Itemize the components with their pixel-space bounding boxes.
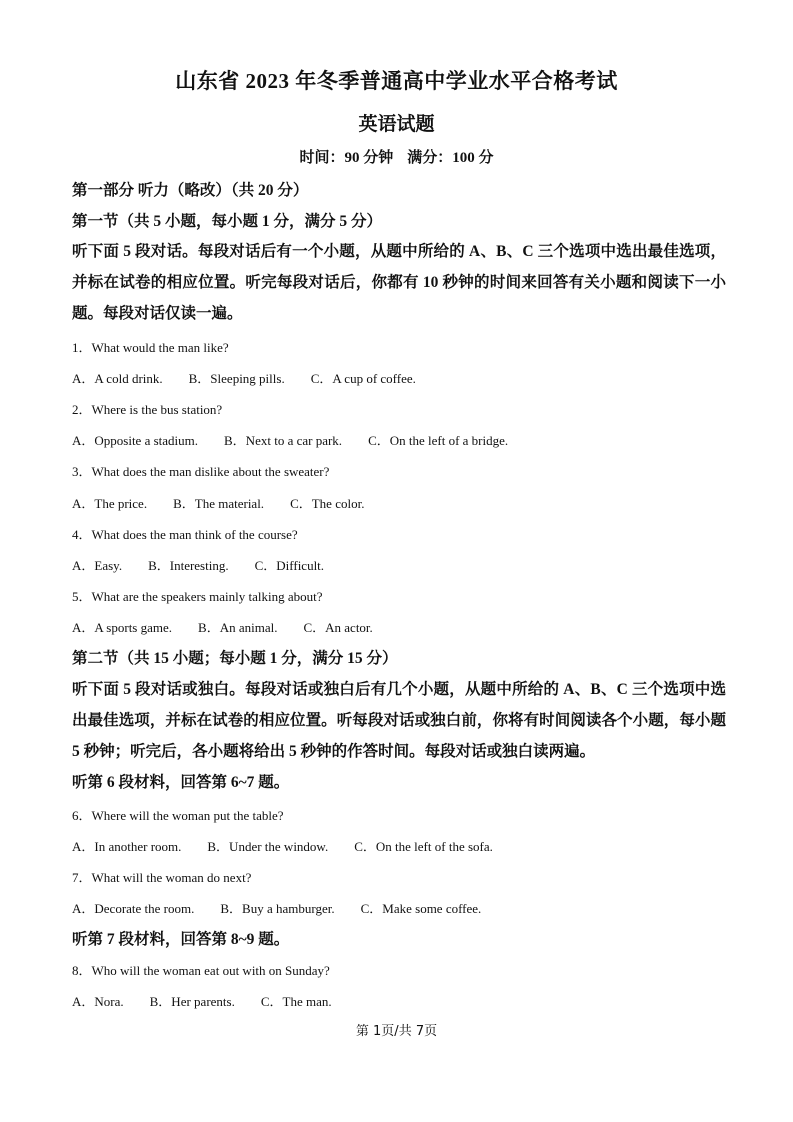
page-number: 第 1页/共 7页 <box>355 1024 438 1039</box>
question-text: What will the woman do next? <box>91 870 252 885</box>
option-c: C．A cup of coffee. <box>310 371 416 386</box>
material-7-heading: 听第 7 段材料，回答第 8~9 题。 <box>72 931 290 948</box>
question-5 <box>72 588 724 606</box>
question-text: Where is the bus station? <box>91 402 223 417</box>
option-c: C．Make some coffee. <box>360 901 482 916</box>
option-a: A．A sports game. <box>72 620 173 635</box>
question-4 <box>72 526 724 544</box>
question-text: Where will the woman put the table? <box>91 808 284 823</box>
option-b: B．The material. <box>173 496 265 511</box>
question-2 <box>72 401 724 419</box>
exam-meta <box>0 145 793 171</box>
question-text: What would the man like? <box>91 340 229 355</box>
options-1 <box>72 370 724 388</box>
question-3 <box>72 463 724 481</box>
option-a: A．Decorate the room. <box>72 901 195 916</box>
option-c: C．Difficult. <box>254 558 325 573</box>
option-a: A．The price. <box>72 496 148 511</box>
question-7 <box>72 869 724 887</box>
section1-instructions: 听下面 5 段对话。每段对话后有一个小题，从题中所给的 A、B、C 三个选项中选出最佳选项，并标在试卷的相应位置。听完每段对话后，你都有 10 秒钟的时间来回答有关小题和阅读下一小题。每段对话仅读一遍。 <box>72 243 726 322</box>
option-a: A．In another room. <box>72 839 182 854</box>
option-b: B．Sleeping pills. <box>188 371 285 386</box>
option-c: C．The color. <box>290 496 365 511</box>
option-b: B．Interesting. <box>148 558 229 573</box>
question-number: 1． <box>72 340 92 355</box>
exam-title: 山东省 2023 年冬季普通高中学业水平合格考试 <box>175 69 618 93</box>
option-c: C．On the left of the sofa. <box>354 839 493 854</box>
option-b: B．An animal. <box>198 620 278 635</box>
option-b: B．Under the window. <box>207 839 329 854</box>
question-number: 8． <box>72 963 92 978</box>
exam-subject: 英语试题 <box>358 114 435 135</box>
option-a: A．A cold drink. <box>72 371 163 386</box>
question-number: 6． <box>72 808 92 823</box>
options-3 <box>72 495 724 513</box>
question-number: 7． <box>72 870 92 885</box>
section1-heading: 第一节（共 5 小题，每小题 1 分，满分 5 分） <box>72 213 383 230</box>
option-b: B．Buy a hamburger. <box>220 901 335 916</box>
option-c: C．An actor. <box>303 620 373 635</box>
option-a: A．Nora. <box>72 994 124 1009</box>
question-text: What does the man dislike about the sweater? <box>91 464 330 479</box>
time-label: 时间：90 分钟 <box>299 150 394 166</box>
section2-heading: 第二节（共 15 小题；每小题 1 分，满分 15 分） <box>72 650 398 667</box>
question-6 <box>72 807 724 825</box>
options-8 <box>72 993 724 1011</box>
question-1 <box>72 339 724 357</box>
question-text: Who will the woman eat out with on Sunday? <box>91 963 330 978</box>
option-b: B．Next to a car park. <box>224 433 343 448</box>
option-b: B．Her parents. <box>149 994 235 1009</box>
option-a: A．Opposite a stadium. <box>72 433 199 448</box>
options-5 <box>72 619 724 637</box>
question-text: What are the speakers mainly talking about? <box>91 589 323 604</box>
question-number: 3． <box>72 464 92 479</box>
option-a: A．Easy. <box>72 558 123 573</box>
part1-heading: 第一部分 听力（略改）（共 20 分） <box>72 182 309 199</box>
question-number: 4． <box>72 527 92 542</box>
question-8 <box>72 962 724 980</box>
option-c: C．The man. <box>260 994 332 1009</box>
material-6-heading: 听第 6 段材料，回答第 6~7 题。 <box>72 774 290 791</box>
options-2 <box>72 432 724 450</box>
options-6 <box>72 838 724 856</box>
section2-instructions: 听下面 5 段对话或独白。每段对话或独白后有几个小题，从题中所给的 A、B、C 三个选项中选出最佳选项，并标在试卷的相应位置。听每段对话或独白前，你将有时间阅读各个小题，每小题 5 秒钟；听完后，各小题将给出 5 秒钟的作答时间。每段对话或独白读两遍。 <box>72 681 726 760</box>
options-7 <box>72 900 724 918</box>
question-number: 5． <box>72 589 92 604</box>
options-4 <box>72 557 724 575</box>
question-text: What does the man think of the course? <box>91 527 298 542</box>
question-number: 2． <box>72 402 92 417</box>
option-c: C．On the left of a bridge. <box>368 433 509 448</box>
score-label: 满分：100 分 <box>407 150 494 166</box>
